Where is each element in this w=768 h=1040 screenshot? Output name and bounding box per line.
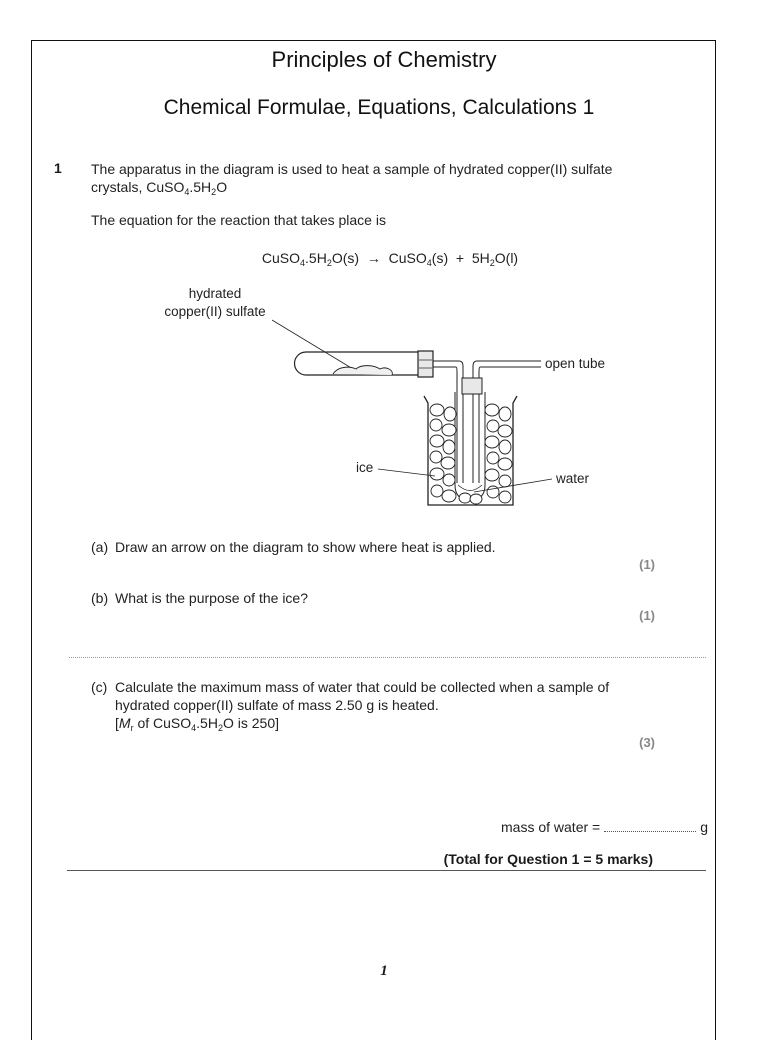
boiling-tube [295, 352, 418, 375]
ice-cubes [430, 404, 512, 504]
label-hydrated-line2: copper(II) sulfate [164, 304, 266, 319]
part-b-marks: (1) [639, 608, 655, 623]
mass-answer-unit: g [700, 819, 708, 835]
total-marks: (Total for Question 1 = 5 marks) [443, 851, 653, 867]
part-c-line1: Calculate the maximum mass of water that could be collected when a sample of [115, 679, 610, 695]
page-title: Principles of Chemistry [271, 47, 497, 72]
question-intro-line2: crystals, $CuSO_4.5H_2O$ [91, 179, 228, 197]
mass-answer-field[interactable] [604, 818, 696, 832]
mass-answer-label: mass of water = [501, 819, 601, 835]
label-water: water [556, 471, 590, 486]
part-c-marks: (3) [639, 735, 655, 750]
collecting-tube [455, 392, 485, 500]
page-number: 1 [380, 963, 388, 979]
leader-hydrated [272, 320, 358, 372]
part-a-label: (a) [91, 539, 109, 555]
part-c-label: (c) [91, 679, 108, 695]
answer-line-b[interactable] [69, 657, 706, 658]
question-number: 1 [54, 160, 62, 176]
label-hydrated-line1: hydrated [188, 286, 242, 301]
rubber-bung [418, 351, 433, 377]
part-a-marks: (1) [639, 557, 655, 572]
part-b-label: (b) [91, 590, 109, 606]
part-c-text [115, 678, 609, 732]
equation-intro: The equation for the reaction that takes place is [91, 212, 386, 228]
leader-ice [378, 469, 435, 476]
mass-answer-row [501, 818, 708, 835]
reaction-equation: $CuSO_4.5H_2O(s)$ → CuSO$_4$(s) + $5H_2O(l)$ [261, 250, 519, 268]
part-c-line3: [$M_r$ of $CuSO_4.5H_2O$ is 250] [115, 715, 280, 733]
label-ice: ice [356, 460, 374, 475]
page-subtitle: Chemical Formulae, Equations, Calculations 1 [163, 96, 595, 119]
question-intro-line1: The apparatus in the diagram is used to heat a sample of hydrated copper(II) sulfate [91, 161, 613, 177]
question-end-rule [67, 870, 706, 871]
part-a-text: Draw an arrow on the diagram to show where heat is applied. [115, 539, 496, 555]
part-c-line2: hydrated copper(II) sulfate of mass 2.50 g is heated. [115, 697, 439, 713]
part-b-text: What is the purpose of the ice? [115, 590, 308, 606]
tube-bung [462, 378, 482, 394]
label-open-tube: open tube [545, 356, 606, 371]
